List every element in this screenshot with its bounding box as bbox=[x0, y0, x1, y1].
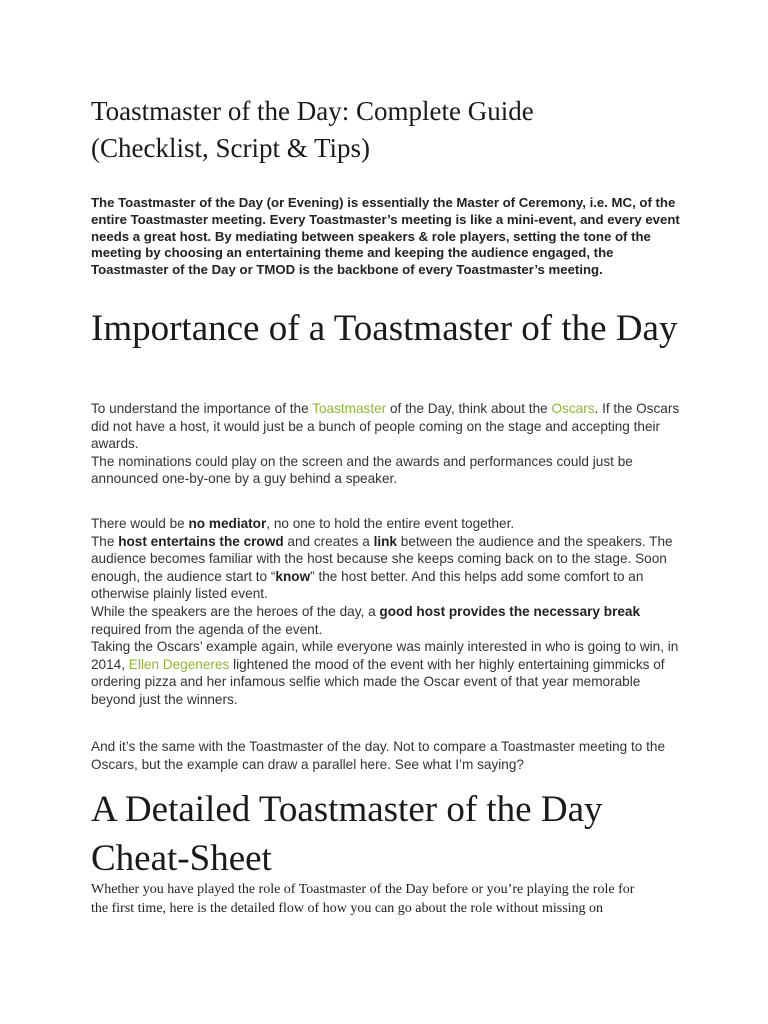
paragraph-mediator: There would be no mediator, no one to hold the entire event together. bbox=[91, 516, 515, 531]
intro-paragraph: The Toastmaster of the Day (or Evening) is essentially the Master of Ceremony, i.e. MC, of the entire Toastmaster meeting. Every Toastmaster’s meeting is like a mini-event, and every event needs a great host. By mediating between speakers & role players, setting the tone of the meeting by choosing an entertaining theme and keeping the audience engaged, the Toastmaster of the Day or TMOD is the backbone of every Toastmaster’s meeting. bbox=[91, 195, 680, 278]
paragraph-oscars: To understand the importance of the Toastmaster of the Day, think about the Oscars. If the Oscars did not have a host, it would just be a bunch of people coming on the stage and accepting their awards. bbox=[91, 401, 680, 452]
importance-section-2 bbox=[91, 515, 681, 709]
importance-section-1 bbox=[91, 400, 681, 488]
paragraph-break: While the speakers are the heroes of the day, a good host provides the necessary break required from the agenda of the event. bbox=[91, 603, 641, 637]
ellen-degeneres-link[interactable]: Ellen Degeneres bbox=[128, 656, 230, 672]
importance-section-3 bbox=[91, 738, 681, 773]
cheatsheet-paragraph: Whether you have played the role of Toastmaster of the Day before or you’re playing the role for the first time, here is the detailed flow of how you can go about the role without missing on bbox=[91, 882, 635, 916]
cheatsheet-heading: A Detailed Toastmaster of the Day Cheat-Sheet bbox=[91, 789, 603, 879]
paragraph-same: And it’s the same with the Toastmaster of the day. Not to compare a Toastmaster meeting to the Oscars, but the example can draw a parallel here. See what I’m saying? bbox=[91, 739, 666, 772]
paragraph-nominations: The nominations could play on the screen and the awards and performances could just be announced one-by-one by a guy behind a speaker. bbox=[91, 453, 633, 487]
toastmaster-link[interactable]: Toastmaster bbox=[312, 401, 387, 416]
paragraph-ellen: Taking the Oscars’ example again, while everyone was mainly interested in who is going to win, in 2014, Ellen Degeneres lightened the mood of the event with her highly entertaining gimmicks of ordering pizza and her infamous selfie which made the Oscar event of that year memorable beyond just the winners. bbox=[91, 639, 679, 707]
paragraph-host: The host entertains the crowd and creates a link between the audience and the speakers. The audience becomes familiar with the host because she keeps coming back on to the stage. Soon enough, the audience start to “know” the host better. And this helps add some comfort to an otherwise plainly listed event. bbox=[91, 533, 673, 602]
importance-heading: Importance of a Toastmaster of the Day bbox=[91, 308, 678, 349]
oscars-link[interactable]: Oscars bbox=[551, 401, 595, 416]
page-title: Toastmaster of the Day: Complete Guide (Checklist, Script & Tips) bbox=[91, 96, 534, 163]
